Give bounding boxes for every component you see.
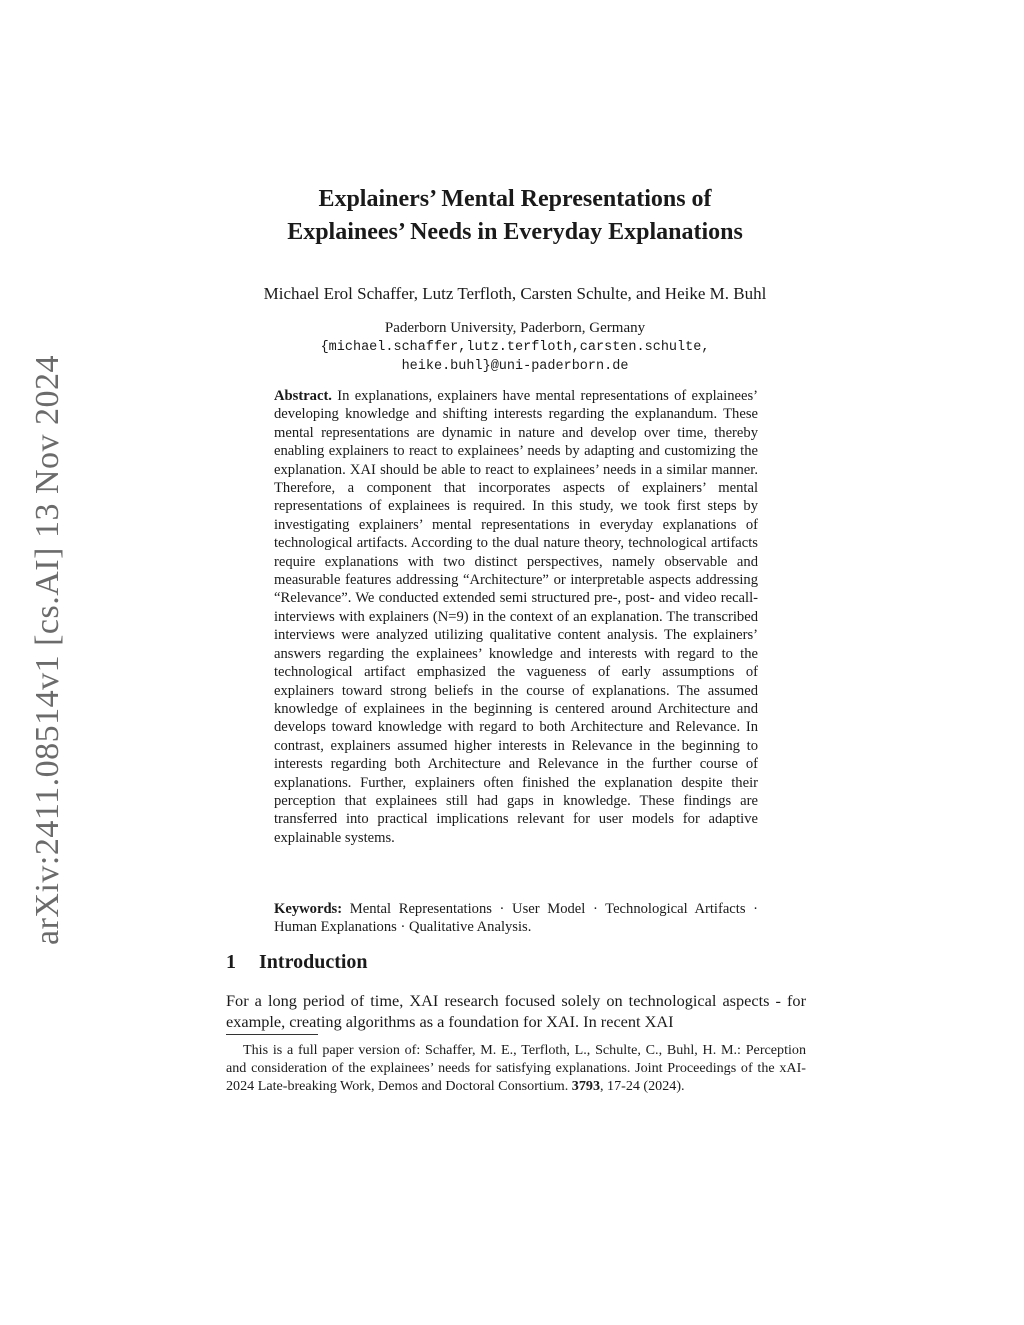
- intro-paragraph: For a long period of time, XAI research focused solely on technological aspects - for example, creating algorithms as a foundation for XAI. In recent XAI: [226, 991, 806, 1031]
- footnote-pages: , 17-24 (2024).: [599, 1078, 685, 1095]
- section-number: 1: [226, 951, 236, 973]
- paper-title: [150, 183, 880, 249]
- arxiv-identifier-sidebar: [18, 355, 78, 945]
- email-line-2: heike.buhl}@uni-paderborn.de: [401, 359, 629, 374]
- footnote: [226, 1041, 806, 1096]
- abstract-label: Abstract.: [274, 388, 332, 404]
- authors: Michael Erol Schaffer, Lutz Terfloth, Carsten Schulte, and Heike M. Buhl: [263, 284, 767, 303]
- section-heading: [226, 951, 368, 974]
- keywords-text: Mental Representations · User Model · Technological Artifacts · Human Explanations · Qualitative Analysis.: [274, 901, 758, 936]
- section-title: Introduction: [259, 951, 368, 973]
- keywords: [274, 900, 758, 937]
- affiliation-block: [150, 319, 880, 376]
- abstract-text: In explanations, explainers have mental representations of explainees’ developing knowledge and shifting interests regarding the explanandum. These mental representations are dynamic in nature and develop over time, thereby enabling explainers to react to explainees’ needs by adapting and customizing the explanation. XAI should be able to react to explainees’ needs in a similar manner. Therefore, a component that incorporates aspects of explainers’ mental representations of explainees is required. In this study, we took first steps by investigating explainers’ mental representations in everyday explanations of technological artifacts. According to the dual nature theory, technological artifacts require explanations with two distinct perspectives, namely observable and measurable features addressing “Architecture” or interpretable aspects addressing “Relevance”. We conducted extended semi structured pre-, post- and video recall-interviews with explainers (N=9) in the context of an explanation. The transcribed interviews were analyzed utilizing qualitative content analysis. The explainers’ answers regarding the explainees’ knowledge and interests with regard to the technological artifact emphasized the vagueness of early assumptions of explainers toward strong beliefs in the course of explanations. The assumed knowledge of explainees in the beginning is centered around Architecture and develops toward knowledge with regard to both Architecture and Relevance. In contrast, explainers assumed higher interests in Relevance in the beginning to interests regarding both Architecture and Relevance in the further course of explanations. Further, explainers often finished the explanation despite their perception that explainees still had gaps in knowledge. These findings are transferred into practical implications relevant for user models for adaptive explainable systems.: [274, 388, 759, 846]
- arxiv-id: arXiv:2411.08514v1 [cs.AI] 13 Nov 2024: [29, 355, 66, 945]
- email-line-1: {michael.schaffer,lutz.terfloth,carsten.schulte,: [320, 340, 710, 355]
- abstract: [274, 387, 758, 847]
- title-line-1: Explainers’ Mental Representations of: [318, 186, 712, 212]
- footnote-volume: 3793: [571, 1078, 600, 1095]
- title-line-2: Explainees’ Needs in Everyday Explanations: [287, 219, 743, 245]
- footnote-text: This is a full paper version of: Schaffer, M. E., Terfloth, L., Schulte, C., Buhl, H. M.: Perception and consideration of the explainees’ needs for satisfying explanations. Joint Proceedings of the xAI-2024 Late-breaking Work, Demos and Doctoral Consortium.: [226, 1042, 806, 1095]
- keywords-label: Keywords:: [274, 901, 343, 917]
- affiliation: Paderborn University, Paderborn, Germany: [384, 320, 646, 336]
- footnote-rule: [226, 1034, 318, 1035]
